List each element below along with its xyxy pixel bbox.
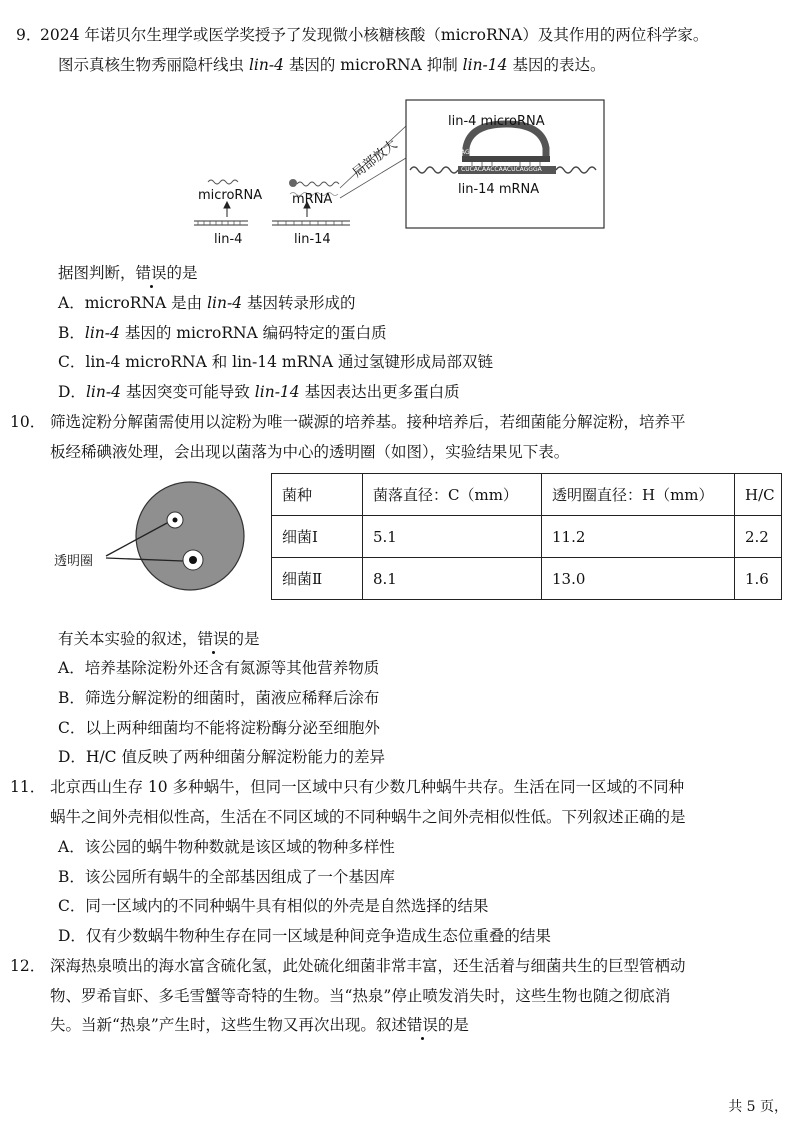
- q12-number: 12．: [10, 957, 46, 975]
- table-cell: 2.2: [735, 516, 782, 558]
- gene-lin4: lin-4: [85, 383, 121, 401]
- label-lin14-mrna: lin-14 mRNA: [458, 182, 540, 197]
- q10-prompt: [58, 628, 260, 650]
- q10-prompt-text: 的是: [228, 630, 260, 648]
- option-text: B．: [58, 324, 85, 342]
- table-header: 菌种: [272, 474, 363, 516]
- seq-left: AGUGU: [461, 149, 484, 156]
- q9-emphasis: 错误: [135, 264, 167, 282]
- q11-option-b[interactable]: B．该公园所有蜗牛的全部基因组成了一个基因库: [58, 868, 395, 886]
- q10-option-d[interactable]: D．H/C 值反映了两种细菌分解淀粉能力的差异: [58, 748, 385, 766]
- results-table: [271, 473, 782, 600]
- q9-option-d[interactable]: [58, 381, 460, 403]
- q12-emphasis: 错误: [406, 1016, 438, 1034]
- q9-stem-text: 基因的 microRNA 抑制: [283, 56, 463, 74]
- gene-lin14: lin-14: [462, 56, 508, 74]
- table-header: 透明圈直径：H（mm）: [542, 474, 735, 516]
- table-header-row: [272, 474, 782, 516]
- q9-option-c[interactable]: C．lin-4 microRNA 和 lin-14 mRNA 通过氢键形成局部双链: [58, 353, 493, 371]
- seq-bottom: CUCACAACCAACUCAGGGA: [461, 166, 542, 173]
- q10-prompt-text: 有关本实验的叙述，: [58, 630, 198, 648]
- q9-stem-line1: 2024 年诺贝尔生理学或医学奖授予了发现微小核糖核酸（microRNA）及其作用的两位科学家。: [40, 26, 709, 44]
- petri-dish-drawing: [48, 478, 248, 598]
- microrna-figure: [190, 96, 610, 256]
- table-cell: 细菌Ⅱ: [272, 558, 363, 600]
- q9-stem-text: 基因的表达。: [507, 56, 606, 74]
- table-cell: 8.1: [363, 558, 542, 600]
- q10-stem-line1: 筛选淀粉分解菌需使用以淀粉为唯一碳源的培养基。接种培养后，若细菌能分解淀粉，培养平: [50, 413, 686, 431]
- q9-prompt: [58, 262, 198, 284]
- table-row: [272, 558, 782, 600]
- q9-stem-line2: [58, 54, 605, 76]
- q9-prompt-text: 据图判断，: [58, 264, 136, 282]
- q9-stem-text: 图示真核生物秀丽隐杆线虫: [58, 56, 249, 74]
- q10-option-a[interactable]: A．培养基除淀粉外还含有氮源等其他营养物质: [58, 659, 380, 677]
- option-text: D．: [58, 383, 86, 401]
- q12-stem-line3: [50, 1014, 469, 1036]
- table-cell: 5.1: [363, 516, 542, 558]
- q11-stem-line1: 北京西山生存 10 多种蜗牛，但同一区域中只有少数几种蜗牛共存。生活在同一区域的不同种: [50, 778, 685, 796]
- q10-emphasis: 错误: [197, 630, 229, 648]
- option-text: 基因转录形成的: [242, 294, 356, 312]
- label-zoom: 局部放大: [350, 137, 401, 181]
- label-mrna: mRNA: [292, 192, 333, 207]
- table-row: [272, 516, 782, 558]
- q11-option-c[interactable]: C．同一区域内的不同种蜗牛具有相似的外壳是自然选择的结果: [58, 897, 489, 915]
- table-cell: 细菌Ⅰ: [272, 516, 363, 558]
- page-footer: 共 5 页，: [728, 1099, 788, 1115]
- label-clear-zone: 透明圈: [54, 554, 94, 569]
- q11-option-d[interactable]: D．仅有少数蜗牛物种生存在同一区域是种间竞争造成生态位重叠的结果: [58, 927, 551, 945]
- q9-option-b[interactable]: [58, 322, 387, 344]
- q12-stem-line1: 深海热泉喷出的海水富含硫化氢，此处硫化细菌非常丰富，还生活着与细菌共生的巨型管栖动: [50, 957, 686, 975]
- q10-stem-line2: 板经稀碘液处理，会出现以菌落为中心的透明圈（如图），实验结果见下表。: [50, 443, 570, 461]
- label-gene-lin14: lin-14: [294, 232, 331, 247]
- microrna-figure-drawing: [190, 96, 610, 256]
- q11-number: 11．: [10, 778, 46, 796]
- q12-stem-line2: 物、罗希盲虾、多毛雪蟹等奇特的生物。当“热泉”停止喷发消失时，这些生物也随之彻底消: [50, 987, 671, 1005]
- petri-dish-figure: [48, 478, 248, 598]
- label-gene-lin4: lin-4: [214, 232, 243, 247]
- table-cell: 1.6: [735, 558, 782, 600]
- label-lin4-microrna: lin-4 microRNA: [448, 114, 545, 129]
- q11-option-a[interactable]: A．该公园的蜗牛物种数就是该区域的物种多样性: [58, 838, 395, 856]
- label-microrna: microRNA: [198, 188, 263, 203]
- option-text: 基因表达出更多蛋白质: [299, 383, 460, 401]
- gene-lin4: lin-4: [248, 56, 284, 74]
- q12-stem-text: 失。当新“热泉”产生时，这些生物又再次出现。叙述: [50, 1016, 407, 1034]
- q10-option-c[interactable]: C．以上两种细菌均不能将淀粉酶分泌至细胞外: [58, 719, 380, 737]
- q10-option-b[interactable]: B．筛选分解淀粉的细菌时，菌液应稀释后涂布: [58, 689, 380, 707]
- option-text: A．microRNA 是由: [58, 294, 208, 312]
- q11-stem-line2: 蜗牛之间外壳相似性高，生活在不同区域的不同种蜗牛之间外壳相似性低。下列叙述正确的是: [50, 808, 686, 826]
- q9-option-a[interactable]: [58, 292, 356, 314]
- table-header: 菌落直径：C（mm）: [363, 474, 542, 516]
- option-text: 基因突变可能导致: [120, 383, 255, 401]
- table-header: H/C: [735, 474, 782, 516]
- table-cell: 11.2: [542, 516, 735, 558]
- gene-lin4: lin-4: [84, 324, 120, 342]
- option-text: 基因的 microRNA 编码特定的蛋白质: [119, 324, 387, 342]
- q10-number: 10．: [10, 413, 46, 431]
- seq-right: GAGUCCC: [510, 149, 541, 156]
- q9-number: 9．: [16, 26, 42, 44]
- gene-lin14: lin-14: [254, 383, 300, 401]
- q9-prompt-text: 的是: [166, 264, 198, 282]
- q12-stem-text: 的是: [437, 1016, 469, 1034]
- table-cell: 13.0: [542, 558, 735, 600]
- gene-lin4: lin-4: [207, 294, 243, 312]
